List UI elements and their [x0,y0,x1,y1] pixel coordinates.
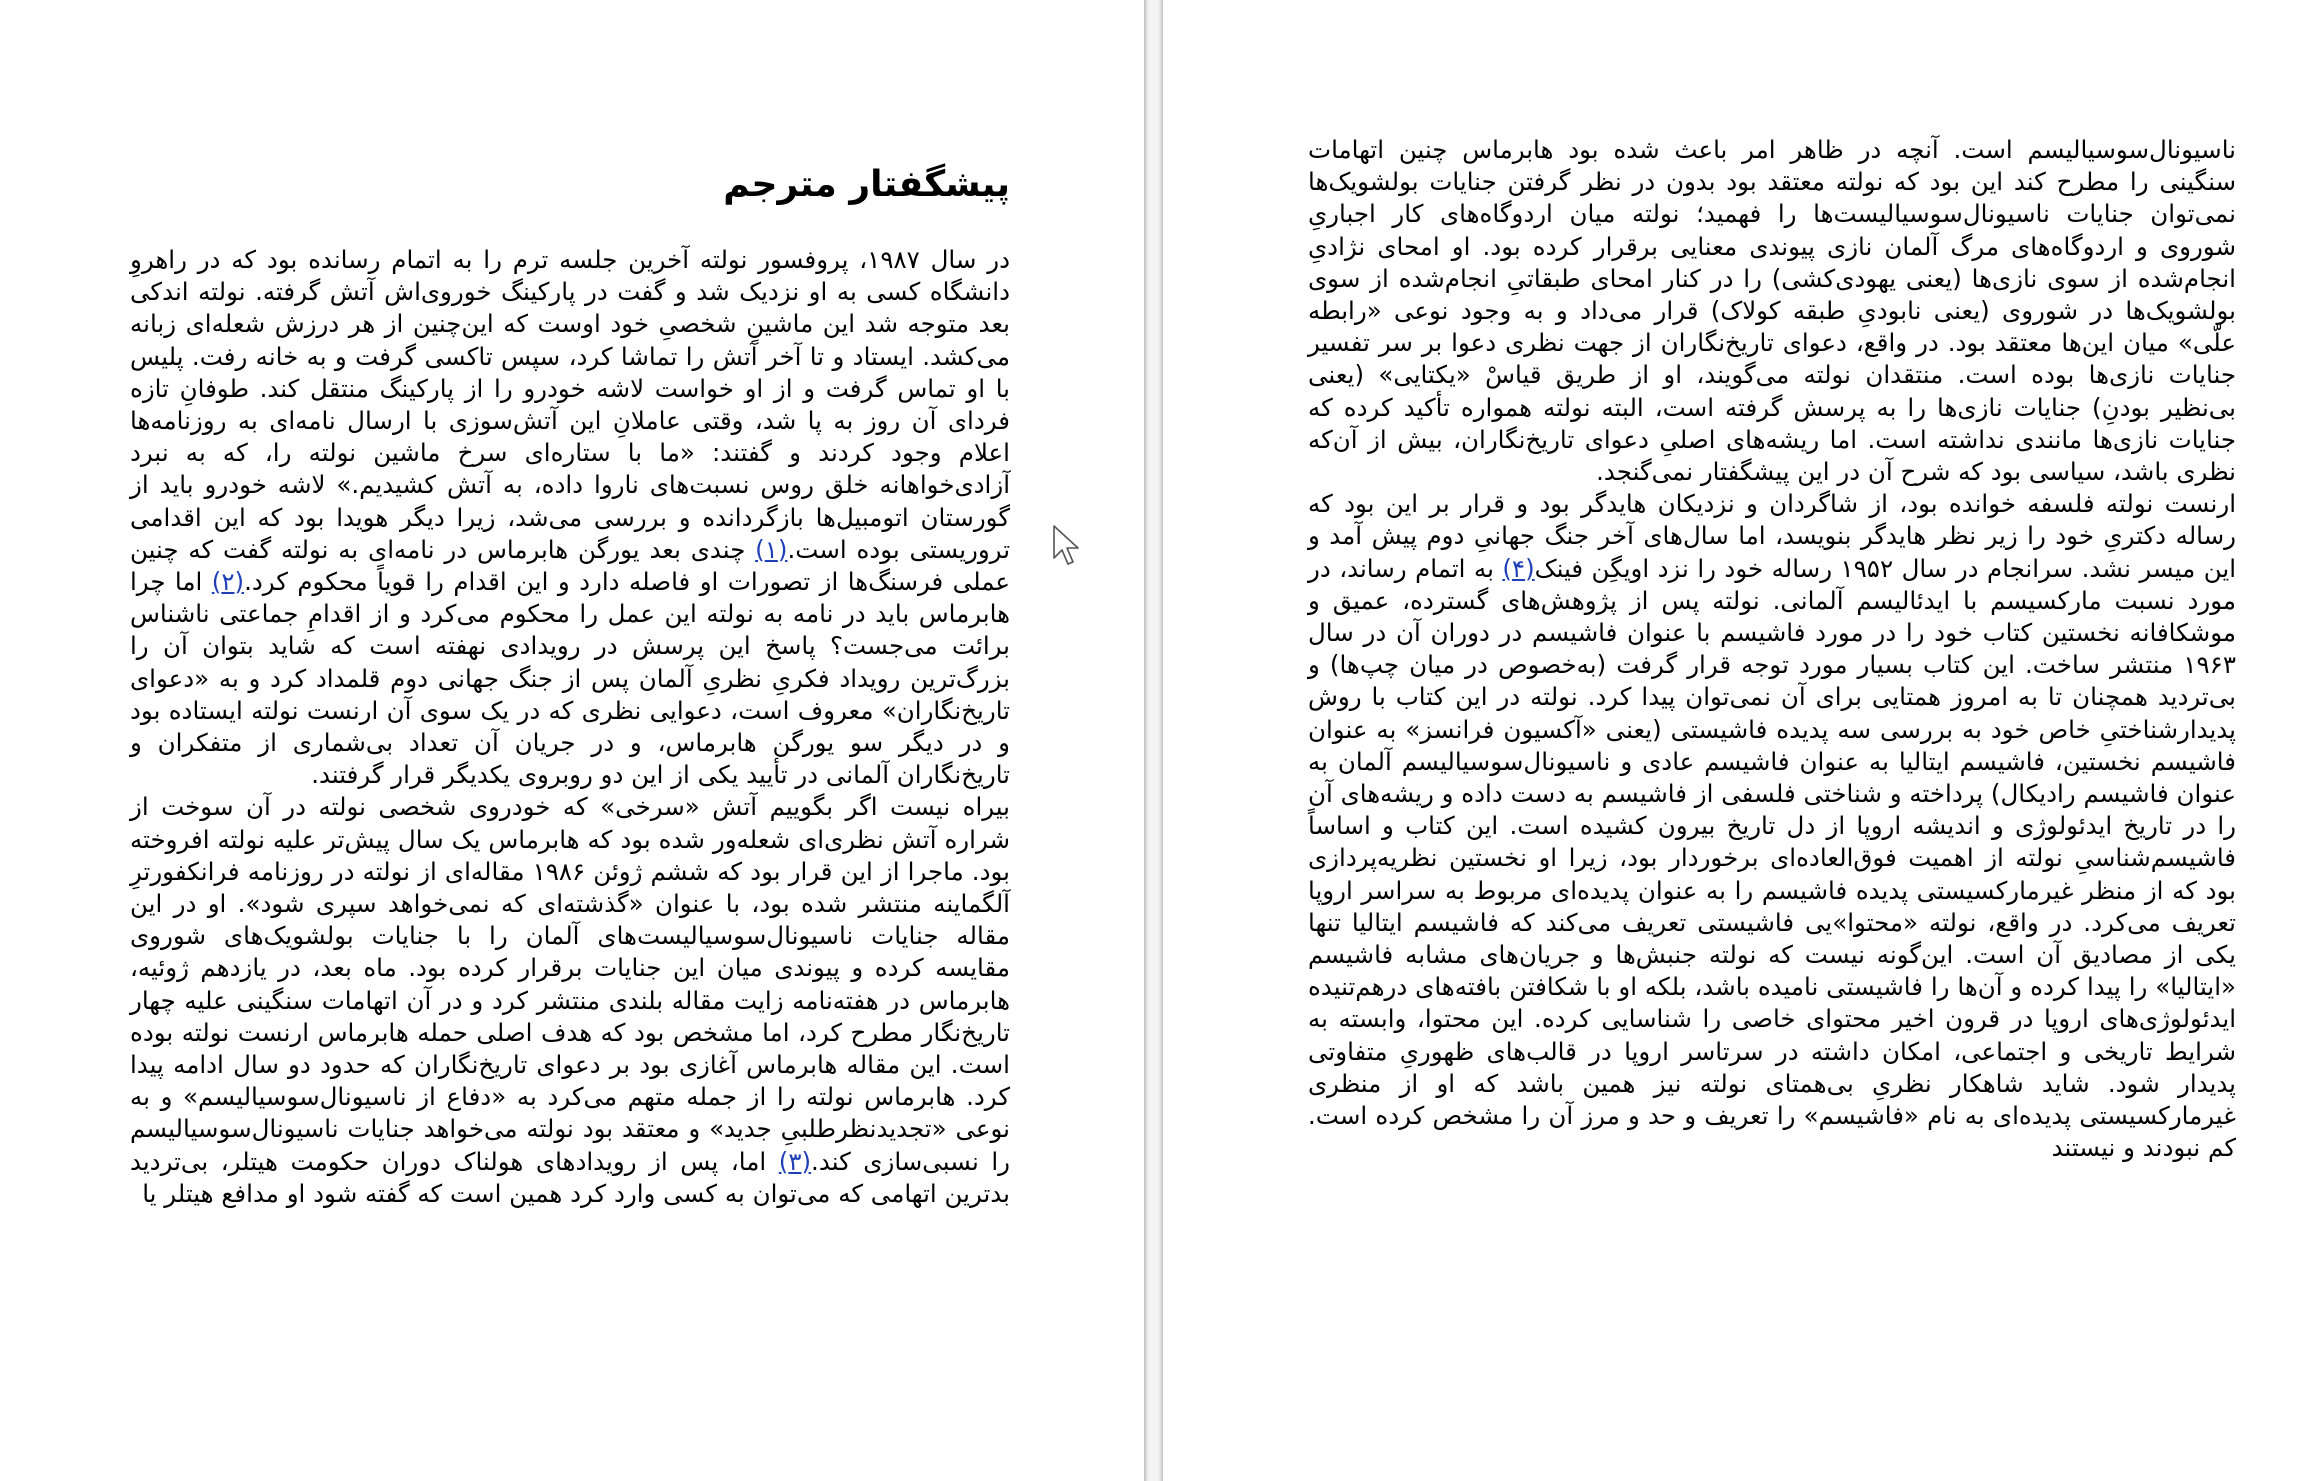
footnote-link[interactable]: (۴) [1502,553,1535,583]
text-segment: ارنست نولته فلسفه خوانده بود، از شاگردان و نزدیکان هایدگر بود و قرار بر این بود که رساله دکتریِ خود را زیر نظر هایدگر بنویسد، اما سال‌های آخر جنگ جهانیِ دوم پیش آمد و این میسر نشد. سرانجام در سال ۱۹۵۲ رساله خود را نزد اویگِن فینک [1308,489,2237,583]
text-segment: چندی بعد یورگن هابرماس در نامه‌ای به نولته گفت که چنین عملی فرسنگ‌ها از تصورات او فاصله دارد و این اقدام را قویاً محکوم کرد. [130,534,1010,597]
left-page-text [130,244,1010,1210]
mouse-pointer-icon [1052,524,1080,568]
footnote-link[interactable]: (۲) [211,567,245,597]
footnote-link[interactable]: (۳) [778,1146,812,1176]
footnote-link[interactable]: (۱) [755,534,788,564]
paragraph [1308,134,2236,488]
text-segment: به اتمام رساند، در مورد نسبت مارکسیسم با ایدئالیسم آلمانی. نولته پس از پژوهش‌های گسترده، عمیق و موشکافانه نخستین کتاب خود را در مورد فاشیسم با عنوان فاشیسم در دوران آن در سال ۱۹۶۳ منتشر ساخت. این کتاب بسیار مورد توجه قرار گرفت (به‌خصوص در میان چپ‌ها) و بی‌تردید همچنان تا به امروز همتایی برای آن نمی‌توان پیدا کرد. نولته در این کتاب با روش پدیدارشناختیِ خاص خود به بررسی سه پدیده فاشیستی (یعنی «آکسیون فرانسز» به عنوان فاشیسم نخستین، فاشیسم ایتالیا به عنوان فاشیسم عادی و ناسیونال‌سوسیالیسم آلمان به عنوان فاشیسم رادیکال) پرداخته و شناختی فلسفی از فاشیسم به دست داده و ریشه‌های آن را در تاریخ ایدئولوژی و اندیشه اروپا از دل تاریخ بیرون کشیده است. این کتاب و اساساً فاشیسم‌شناسیِ نولته از اهمیت فوق‌العاده‌ای برخوردار بود، زیرا او نخستین نظریه‌پردازی بود که از منظر غیرمارکسیستی پدیده فاشیسم را به عنوان پدیده‌ای مربوط به سراسر اروپا تعریف می‌کرد. در واقع، نولته «محتوا»یی فاشیستی تعریف می‌کند که فاشیسم ایتالیا تنها یکی از مصادیق آن است. این‌گونه نیست که نولته جنبش‌ها و جریان‌های مشابه فاشیسم «ایتالیا» را پیدا کرده و آن‌ها را فاشیستی نامیده باشد، بلکه او با شکافتن بافته‌های درهم‌تنیده ایدئولوژی‌های اروپا در قرون اخیر محتوای خاصی را شناسایی کرده. این محتوا، وابسته به شرایط تاریخی و اجتماعی، امکان داشته در سرتاسر اروپا در قالب‌های ظهوریِ متفاوتی پدیدار شود. شاید شاهکار نظریِ بی‌همتای نولته نیز همین باشد که او از منظری غیرمارکسیستی پدیده‌ای به نام «فاشیسم» را تعریف و حد و مرز آن را مشخص کرده است. کم نبودند و نیستند [1308,553,2236,1163]
paragraph [130,244,1010,791]
text-segment: ناسیونال‌سوسیالیسم است. آنچه در ظاهر امر باعث شده بود هابرماس چنین اتهامات سنگینی را مطرح کند این بود که نولته معتقد بود بدون در نظر گرفتن جنایات بولشویک‌ها نمی‌توان جنایات ناسیونال‌سوسیالیست‌ها را فهمید؛ نولته میان اردوگاه‌های کار اجباریِ شوروی و اردوگاه‌های مرگ آلمان نازی پیوندی معنایی برقرار کرده بود. او امحای نژادیِ انجام‌شده از سوی نازی‌ها (یعنی یهودی‌کشی) را در کنار امحای طبقاتیِ انجام‌شده از سوی بولشویک‌ها در شوروی (یعنی نابودیِ طبقه کولاک) قرار می‌داد و به وجود نوعی «رابطه علّی» میان این‌ها معتقد بود. در واقع، دعوای تاریخ‌نگاران از جهت نظری دعوا بر سر تفسیر جنایات نازی‌ها بوده است. منتقدان نولته می‌گویند، او از طریق قیاسْ «یکتایی» (یعنی بی‌نظیر بودنِ) جنایات نازی‌ها را به پرسش گرفته است، البته نولته همواره تأکید کرده که جنایات نازی‌ها مانندی نداشته است. اما ریشه‌های اصلیِ دعوای تاریخ‌نگاران، بیش از آن‌که نظری باشد، سیاسی بود که شرح آن در این پیشگفتار نمی‌گنجد. [1308,135,2236,487]
page-title: پیشگفتار مترجم [723,164,1010,205]
right-page-text [1308,134,2236,1165]
text-segment: در سال ۱۹۸۷، پروفسور نولته آخرین جلسه ترم را به اتمام رسانده بود که در راهروِ دانشگاه کسی به او نزدیک شد و گفت در پارکینگ خوروی‌اش آتش گرفته. نولته اندکی بعد متوجه شد این ماشینِ شخصیِ خود اوست که این‌چنین از هر درزش شعله‌ای زبانه می‌کشد. ایستاد و تا آخر آتش را تماشا کرد، سپس تاکسی گرفت و به خانه رفت. پلیس با او تماس گرفت و از او خواست لاشه خودرو را از پارکینگ منتقل کند. طوفانِ تازه فردای آن روز به پا شد، وقتی عاملانِ این آتش‌سوزی با ارسال نامه‌ای به روزنامه‌ها اعلام وجود کردند و گفتند: «ما با ستاره‌ای سرخ ماشین نولته را، که به نبرد آزادی‌خواهانه خلق روس نسبت‌های ناروا داده، به آتش کشیدیم.» لاشه خودرو باید از گورستان اتومبیل‌ها بازگردانده و بررسی می‌شد، زیرا دیگر هویدا بود که این اقدامی تروریستی بوده است. [130,245,1011,564]
page-gutter [1144,0,1163,1481]
left-page [0,0,1144,1481]
paragraph [130,791,1010,1210]
text-segment: اما چرا هابرماس باید در نامه به نولته این عمل را محکوم می‌کرد و از اقدامِ جماعتی ناشناس برائت می‌جست؟ پاسخ این پرسش در رویدادی نهفته است که شاید بتوان آن را بزرگ‌ترین رویداد فکریِ نظریِ آلمان پس از جنگ جهانی دوم قلمداد کرد و به «دعوای تاریخ‌نگاران» معروف است، دعوایی نظری که در یک سوی آن ارنست نولته ایستاده بود و در دیگر سو یورگن هابرماس، و در جریان آن تعداد بی‌شماری از متفکران و تاریخ‌نگاران آلمانی در تأیید یکی از این دو روبروی یکدیگر قرار گرفتند. [130,567,1010,790]
text-segment: بیراه نیست اگر بگوییم آتش «سرخی» که خودروی شخصی نولته در آن سوخت از شراره آتش نظری‌ای شعله‌ور شده بود که هابرماس یک سال پیش‌تر علیه نولته افروخته بود. ماجرا از این قرار بود که ششم ژوئن ۱۹۸۶ مقاله‌ای از نولته در روزنامه فرانکفورترِ آلگماینه منتشر شده بود، با عنوان «گذشته‌ای که نمی‌خواهد سپری شود». او در این مقاله جنایات ناسیونال‌سوسیالیست‌های آلمان را با جنایات بولشویک‌های شوروی مقایسه کرده و پیوندی میان این جنایات برقرار کرده بود. ماه بعد، در یازدهم ژوئیه، هابرماس در هفته‌نامه زایت مقاله بلندی منتشر کرد و در آن اتهامات سنگینی علیه چهار تاریخ‌نگار مطرح کرد، اما مشخص بود که هدف اصلی حمله هابرماس ارنست نولته بوده است. این مقاله هابرماس آغازی بود بر دعوای تاریخ‌نگاران که حدود دو سال ادامه پیدا کرد. هابرماس نولته را از جمله متهم می‌کرد به «دفاع از ناسیونال‌سوسیالیسم» و به نوعی «تجدیدنظرطلبیِ جدید» و معتقد بود نولته می‌خواهد جنایات ناسیونال‌سوسیالیسم را نسبی‌سازی کند. [130,792,1010,1176]
paragraph [1308,488,2236,1164]
text-segment: اما، پس از رویدادهای هولناک دوران حکومت هیتلر، بی‌تردید بدترین اتهامی که می‌توان به کسی وارد کرد همین است که گفته شود او مدافع هیتلر یا [130,1146,1010,1208]
right-page [1163,0,2308,1481]
